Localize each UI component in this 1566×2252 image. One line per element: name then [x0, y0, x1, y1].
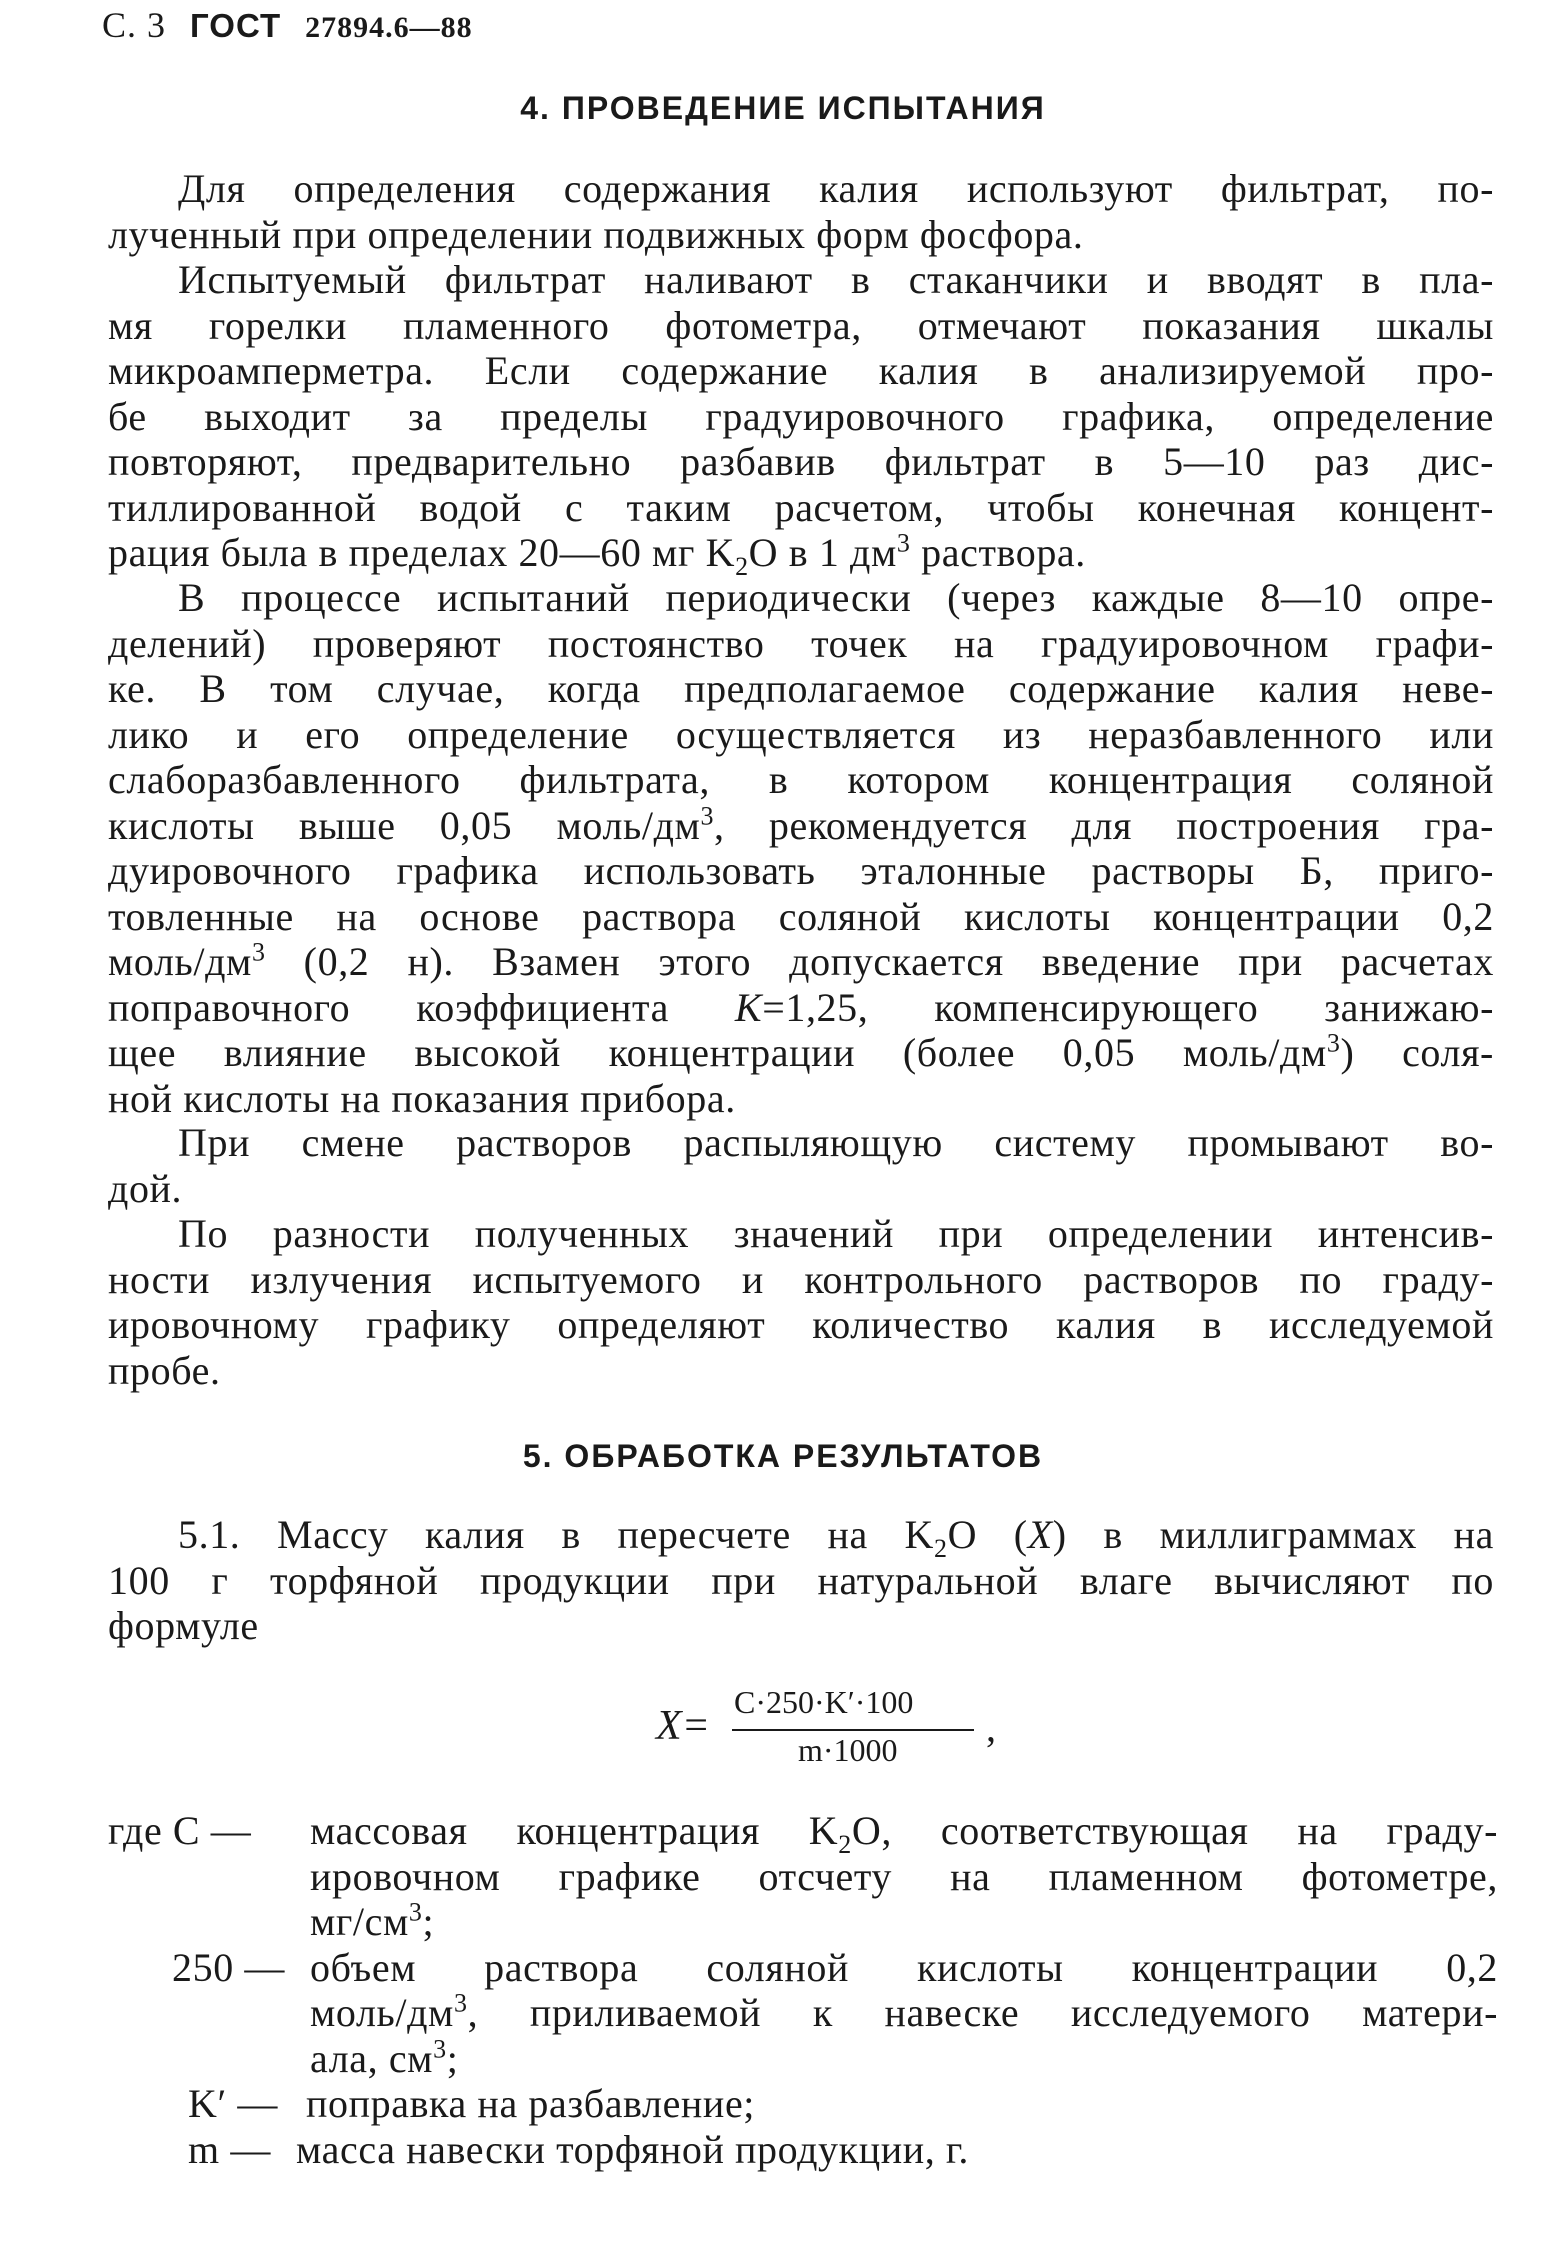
- section-5-paragraph-1: 5.1. Массу калия в пересчете на $K_2O$ (X) в миллиграммах на 100 г торфяной продукции при натуральной влаге вычисляют по формуле: [108, 1512, 1494, 1648]
- section-4-paragraph-2: Испытуемый фильтрат наливают в стаканчики и вводят в пла- мя горелки пламенного фотометра, отмечают показания шкалы микроамперметра. Если содержание калия в анализируемой про- бе выходит за пределы градуировочного графика, определение повторяют, предварительно разбавив фильтрат в 5—10 раз дис- тиллированной водой с таким расчетом, чтобы конечная концент- рация была в пределах 20—60 мг $K_2O$ в 1 $дм^3$ раствора.: [108, 257, 1494, 581]
- definition-term: m —: [188, 2126, 271, 2172]
- definition-term: где C —: [108, 1808, 252, 1853]
- section-4-paragraph-4: При смене растворов распыляющую систему промывают во- дой.: [108, 1120, 1494, 1211]
- fraction-bar: [732, 1729, 974, 1731]
- page-number: С. 3: [102, 5, 167, 45]
- formula: [656, 1684, 1016, 1774]
- definition-250: 250 — объем раствора соляной кислоты концентрации 0,2 моль/$дм^3$, приливаемой к навеске исследуемого матери- ала, $см^3$;: [172, 1944, 1498, 2081]
- formula-lhs: X=: [656, 1703, 710, 1749]
- variable-definitions: [108, 1808, 1498, 2172]
- standard-label: ГОСТ: [190, 7, 282, 44]
- section-4-paragraph-3: В процессе испытаний периодически (через каждые 8—10 опре- делений) проверяют постоянство точек на градуировочном графи- ке. В том случае, когда предполагаемое содержание калия неве- лико и его определение осуществляется из неразбавленного или слаборазбавленного фильтрата, в котором концентрация соляной кислоты выше 0,05 моль/$дм^3$, рекомендуется для построения гра- дуировочного графика использовать эталонные растворы Б, приго- товленные на основе раствора соляной кислоты концентрации 0,2 моль/$дм^3$ (0,2 н). Взамен этого допускается введение при расчетах поправочного коэффициента K=1,25, компенсирующего занижаю- щее влияние высокой концентрации (более 0,05 моль/$дм^3$) соля- ной кислоты на показания прибора.: [108, 575, 1494, 1121]
- section-4-paragraph-5: По разности полученных значений при определении интенсив- ности излучения испытуемого и контрольного растворов по граду- ировочному графику определяют количество калия в исследуемой пробе.: [108, 1211, 1494, 1393]
- section-5-title: 5. ОБРАБОТКА РЕЗУЛЬТАТОВ: [522, 1438, 1044, 1474]
- formula-comma: ,: [986, 1705, 996, 1750]
- definition-c: где C — массовая концентрация $K_2O$, соответствующая на граду- ировочном графике отсчету на пламенном фотометре, $мг/см^3$;: [108, 1808, 1498, 1944]
- definition-k-prime: K′ — поправка на разбавление;: [188, 2081, 756, 2126]
- page-header: [102, 4, 473, 46]
- standard-number: 27894.6—88: [305, 11, 473, 44]
- definition-term: K′ —: [188, 2081, 279, 2126]
- formula-numerator: C·250·K′·100: [734, 1684, 914, 1720]
- definition-term: 250 —: [172, 1944, 285, 1990]
- section-4-title: 4. ПРОВЕДЕНИЕ ИСПЫТАНИЯ: [520, 90, 1046, 126]
- formula-denominator: m·1000: [798, 1732, 898, 1768]
- section-4-paragraph-1: Для определения содержания калия используют фильтрат, по- лученный при определении подвижных форм фосфора.: [108, 166, 1494, 257]
- definition-m: m — масса навески торфяной продукции, г.: [188, 2126, 970, 2172]
